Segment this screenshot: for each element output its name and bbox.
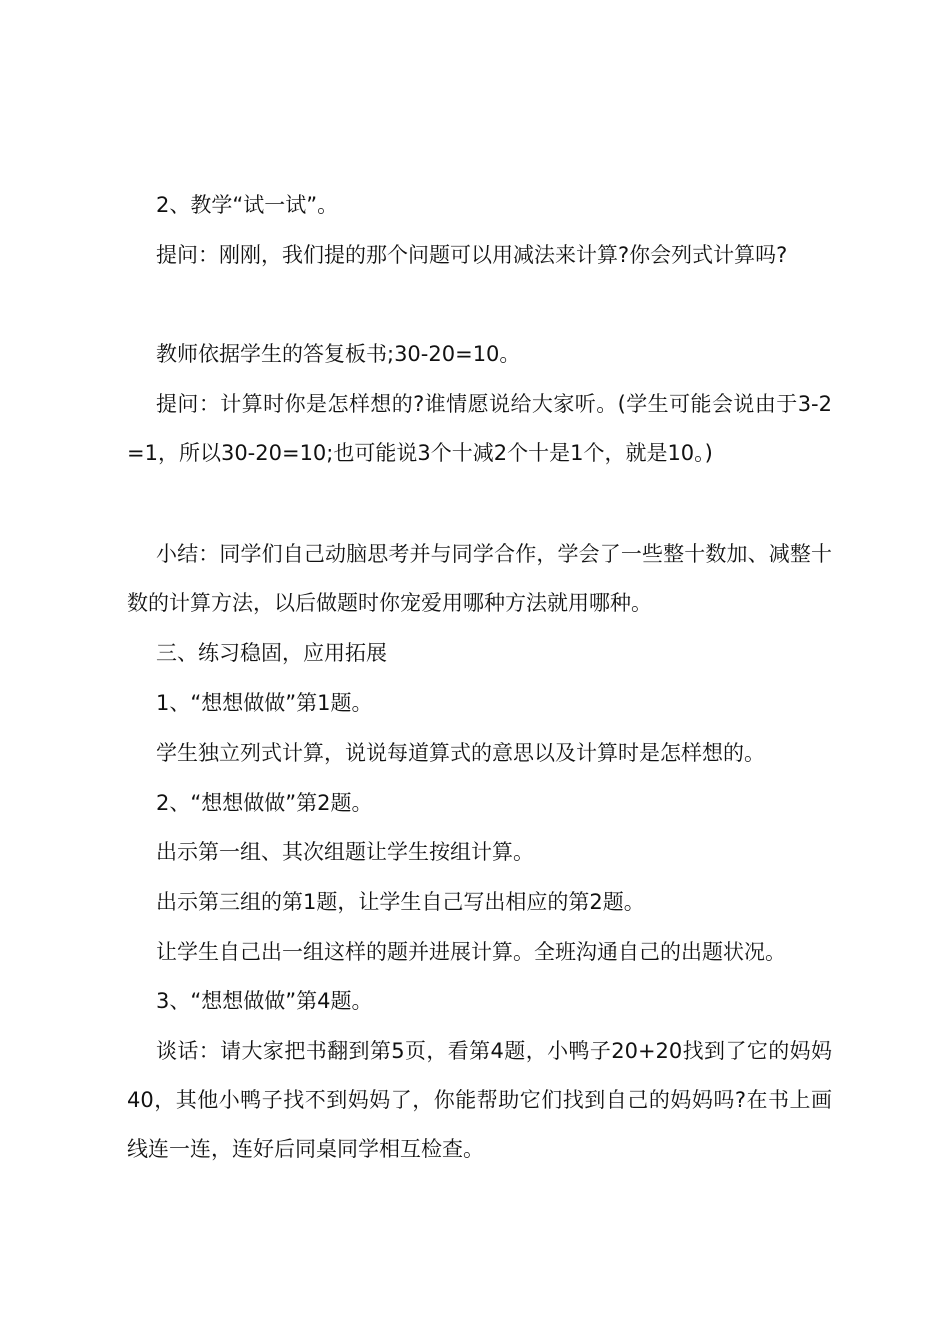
paragraph-teacher-board: 教师依据学生的答复板书;30-20=10。 bbox=[156, 342, 521, 366]
paragraph-exercise-2-groups: 出示第一组、其次组题让学生按组计算。 bbox=[156, 840, 534, 864]
paragraph-exercise-1: 1、“想想做做”第1题。 bbox=[156, 691, 373, 715]
paragraph-question-subtraction: 提问：刚刚，我们提的那个问题可以用减法来计算?你会列式计算吗? bbox=[156, 243, 788, 267]
paragraph-talk-ducklings: 谈话：请大家把书翻到第5页，看第4题，小鸭子20+20找到了它的妈妈40，其他小鸭子找不到妈妈了，你能帮助它们找到自己的妈妈吗?在书上画线连一连，连好后同桌同学相互检查。 bbox=[127, 1039, 832, 1161]
paragraph-try-it: 2、教学“试一试”。 bbox=[156, 193, 339, 217]
paragraph-summary: 小结：同学们自己动脑思考并与同学合作，学会了一些整十数加、减整十数的计算方法，以后做题时你宠爱用哪种方法就用哪种。 bbox=[127, 542, 832, 615]
paragraph-exercise-1-desc: 学生独立列式计算，说说每道算式的意思以及计算时是怎样想的。 bbox=[156, 741, 765, 765]
paragraph-question-thinking: 提问：计算时你是怎样想的?谁情愿说给大家听。(学生可能会说由于3-2=1，所以30-20=10;也可能说3个十减2个十是1个，就是10。) bbox=[127, 392, 832, 465]
paragraph-exercise-2-third-group: 出示第三组的第1题，让学生自己写出相应的第2题。 bbox=[156, 890, 645, 914]
paragraph-exercise-4: 3、“想想做做”第4题。 bbox=[156, 989, 373, 1013]
section-heading-practice: 三、练习稳固，应用拓展 bbox=[156, 641, 387, 665]
paragraph-exercise-2-own-set: 让学生自己出一组这样的题并进展计算。全班沟通自己的出题状况。 bbox=[156, 940, 786, 964]
paragraph-exercise-2: 2、“想想做做”第2题。 bbox=[156, 791, 373, 815]
